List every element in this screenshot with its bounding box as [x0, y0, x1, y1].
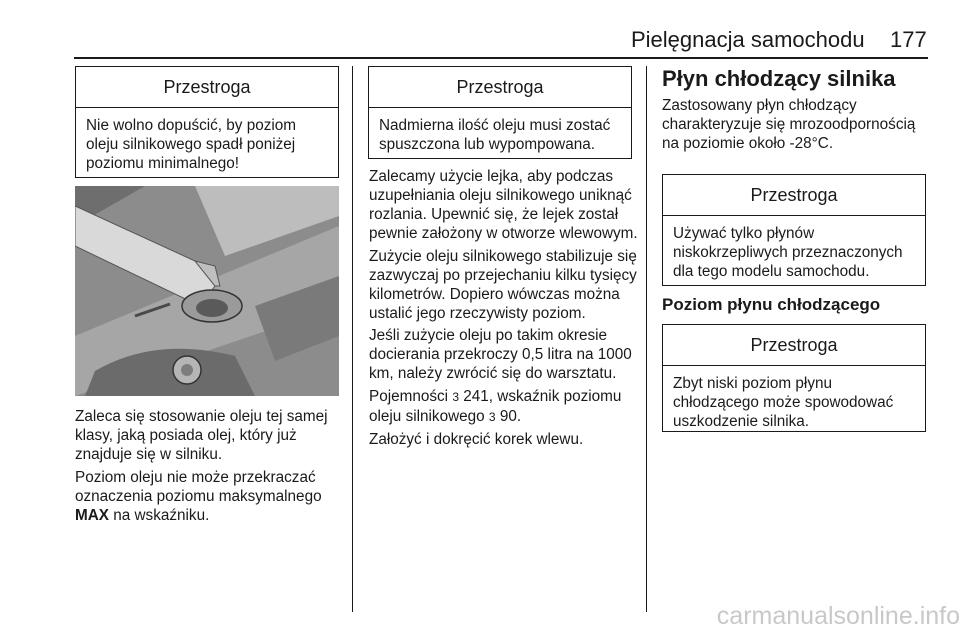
- caution-box-coolant-level: [662, 324, 926, 432]
- paragraph: Założyć i dokręcić korek wlewu.: [369, 431, 584, 448]
- col1-text: [75, 407, 345, 528]
- caution-box-oil-excess: [368, 66, 632, 159]
- page-number: 177: [890, 27, 927, 52]
- column-divider-1: [352, 66, 353, 612]
- subsection-heading: Poziom płynu chłodzącego: [662, 295, 881, 314]
- paragraph: Zużycie oleju silnikowego stabilizuje się zazwyczaj po przejechaniu kilku tysięcy kilometrów. Dopiero wówczas można ustalić jego rzeczywisty poziom.: [369, 247, 637, 322]
- caution-box-coolant-type: [662, 174, 926, 286]
- caution-heading: Przestroga: [76, 67, 338, 108]
- caution-text: Używać tylko płynów niskokrzepliwych przeznaczonych dla tego modelu samochodu.: [673, 225, 903, 280]
- paragraph: Pojemności 3 241, wskaźnik poziomu oleju silnikowego 3 90.: [369, 387, 622, 425]
- section-heading: Płyn chłodzący silnika: [662, 66, 896, 91]
- page-ref-link[interactable]: 241: [463, 387, 489, 405]
- paragraph: Poziom oleju nie może przekraczać oznaczenia poziomu maksymalnego MAX na wskaźniku.: [75, 468, 322, 524]
- watermark: carmanualsonline.info: [716, 602, 960, 630]
- caution-box-oil-min: [75, 66, 339, 178]
- page-ref-arrow-icon: 3: [452, 389, 460, 404]
- page-ref-link[interactable]: 90: [499, 407, 517, 425]
- caution-heading: Przestroga: [369, 67, 631, 108]
- page-title: Pielęgnacja samochodu: [631, 27, 865, 52]
- caution-text: Nadmierna ilość oleju musi zostać spuszczona lub wypompowana.: [379, 117, 611, 153]
- max-label: MAX: [75, 506, 109, 524]
- caution-text: Zbyt niski poziom płynu chłodzącego może spowodować uszkodzenie silnika.: [673, 375, 894, 430]
- col2-text: [369, 167, 639, 453]
- oil-pouring-illustration: [75, 186, 339, 396]
- caution-heading: Przestroga: [663, 325, 925, 366]
- section-intro: Zastosowany płyn chłodzący charakteryzuje się mrozoodpornością na poziomie około -28°C.: [662, 97, 916, 152]
- paragraph: Jeśli zużycie oleju po takim okresie docierania przekroczy 0,5 litra na 1000 km, należy zwrócić się do warsztatu.: [369, 327, 632, 382]
- caution-text: Nie wolno dopuścić, by poziom oleju silnikowego spadł poniżej poziomu minimalnego!: [86, 117, 297, 172]
- caution-heading: Przestroga: [663, 175, 925, 216]
- column-divider-2: [646, 66, 647, 612]
- paragraph: Zalecamy użycie lejka, aby podczas uzupełniania oleju silnikowego uniknąć rozlania. Upewnić się, że lejek został pewnie założony w otworze wlewowym.: [369, 168, 638, 242]
- paragraph: Zaleca się stosowanie oleju tej samej klasy, jaką posiada olej, który już znajduje się w silniku.: [75, 408, 328, 463]
- page-ref-arrow-icon: 3: [488, 409, 496, 424]
- header-rule: [74, 57, 928, 59]
